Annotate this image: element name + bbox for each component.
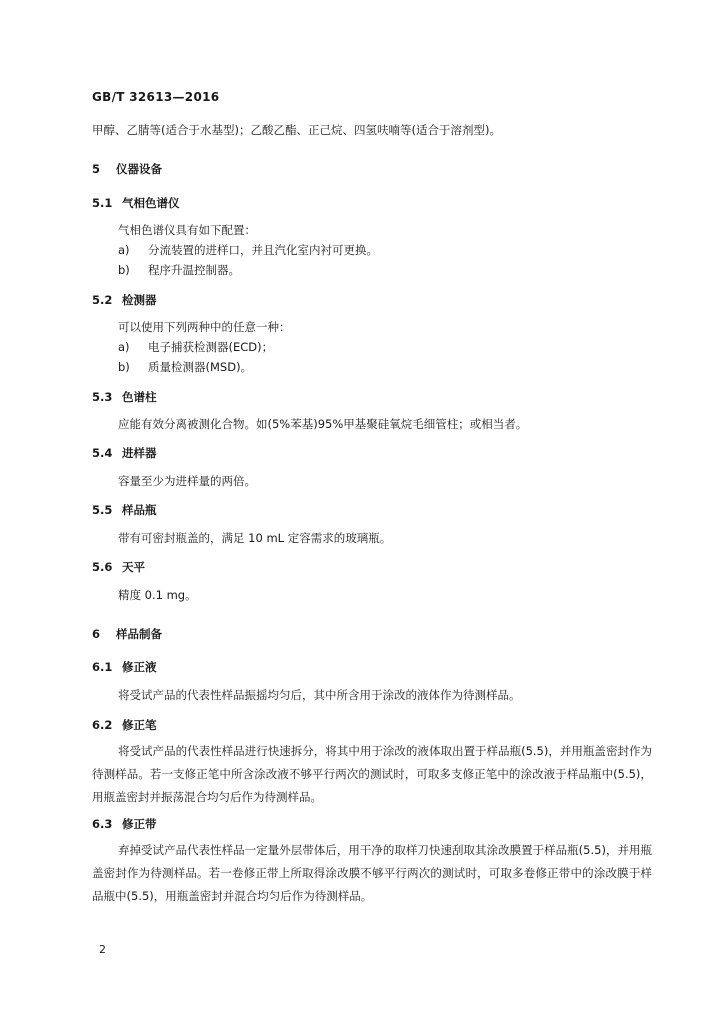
section-5-heading	[92, 162, 162, 176]
section-title: 修正液	[122, 660, 157, 674]
section-number: 5.3	[92, 390, 113, 404]
list-item	[118, 263, 240, 277]
list-item	[118, 340, 273, 354]
section-number: 6.2	[92, 718, 113, 732]
section-number: 6.1	[92, 660, 113, 674]
page-number: 2	[99, 943, 106, 956]
section-6-1-heading	[92, 660, 157, 674]
section-5-5-text: 带有可密封瓶盖的，满足 10 mL 定容需求的玻璃瓶。	[118, 531, 392, 545]
section-number: 5.1	[92, 196, 113, 210]
section-5-3-heading	[92, 390, 157, 404]
section-title: 进样器	[122, 446, 157, 460]
section-6-1-text: 将受试产品的代表性样品振摇均匀后，其中所含用于涂改的液体作为待测样品。	[118, 688, 521, 702]
section-5-4-text: 容量至少为进样量的两倍。	[118, 474, 256, 488]
section-5-6-heading	[92, 560, 145, 574]
list-item-text: 质量检测器(MSD)。	[148, 360, 253, 374]
list-item-text: 程序升温控制器。	[148, 263, 240, 277]
section-6-2-heading	[92, 718, 157, 732]
section-5-6-text: 精度 0.1 mg。	[118, 588, 197, 602]
section-number: 5	[92, 162, 101, 176]
section-5-5-heading	[92, 503, 157, 517]
list-item-label: a)	[118, 340, 130, 354]
section-5-1-heading	[92, 196, 180, 210]
section-6-3-text: 弃掉受试产品代表性样品一定量外层带体后，用干净的取样刀快速刮取其涂改膜置于样品瓶(5.5)，并用瓶盖密封作为待测样品。若一卷修正带上所取得涂改膜不够平行两次的测试时，可取多卷修正带中的涂改膜于样品瓶中(5.5)，用瓶盖密封并混合均匀后作为待测样品。	[92, 843, 652, 903]
section-title: 样品瓶	[122, 503, 157, 517]
list-item-label: b)	[118, 263, 130, 277]
section-number: 6	[92, 627, 101, 641]
section-6-2-text: 将受试产品的代表性样品进行快速拆分，将其中用于涂改的液体取出置于样品瓶(5.5)，并用瓶盖密封作为待测样品。若一支修正笔中所含涂改液不够平行两次的测试时，可取多支修正笔中的涂改液于样品瓶中(5.5)，用瓶盖密封并振荡混合均匀后作为待测样品。	[92, 744, 652, 804]
section-number: 5.5	[92, 503, 113, 517]
section-number: 5.6	[92, 560, 113, 574]
section-title: 色谱柱	[122, 390, 157, 404]
section-title: 修正带	[122, 817, 157, 831]
section-number: 5.4	[92, 446, 113, 460]
section-5-4-heading	[92, 446, 157, 460]
section-5-3-text: 应能有效分离被测化合物。如(5%苯基)95%甲基聚硅氧烷毛细管柱；或相当者。	[118, 417, 528, 431]
section-6-heading	[92, 627, 162, 641]
standard-code-header: GB/T 32613—2016	[92, 90, 220, 104]
list-item-label: a)	[118, 243, 130, 257]
section-title: 气相色谱仪	[122, 196, 180, 210]
list-item-label: b)	[118, 360, 130, 374]
section-number: 6.3	[92, 817, 113, 831]
section-title: 仪器设备	[116, 162, 162, 176]
section-title: 修正笔	[122, 718, 157, 732]
section-title: 天平	[122, 560, 145, 574]
list-item-text: 电子捕获检测器(ECD)；	[148, 340, 274, 354]
section-5-2-heading	[92, 293, 157, 307]
section-title: 检测器	[122, 293, 157, 307]
section-5-2-intro: 可以使用下列两种中的任意一种：	[118, 320, 291, 334]
list-item	[118, 243, 378, 257]
section-title: 样品制备	[116, 627, 162, 641]
section-6-3-heading	[92, 817, 157, 831]
section-5-1-intro: 气相色谱仪具有如下配置：	[118, 223, 256, 237]
list-item-text: 分流装置的进样口，并且汽化室内衬可更换。	[148, 243, 378, 257]
section-number: 5.2	[92, 293, 113, 307]
list-item	[118, 360, 252, 374]
continuation-line: 甲醇、乙腈等(适合于水基型)；乙酸乙酯、正己烷、四氢呋喃等(适合于溶剂型)。	[92, 123, 501, 137]
